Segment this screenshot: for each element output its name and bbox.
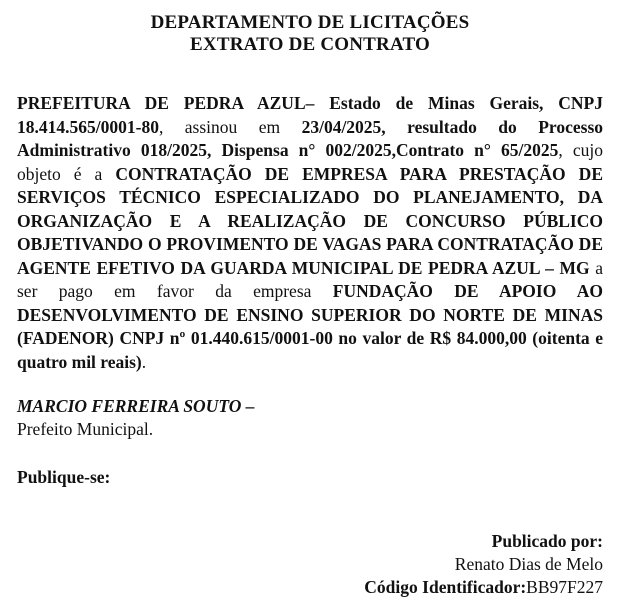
object-intro-text: , cujo objeto é a	[17, 140, 603, 184]
publication-block	[364, 530, 603, 599]
payment-intro-text: a ser pago em favor da empresa	[17, 257, 603, 301]
document-header	[17, 12, 603, 56]
entity-text: PREFEITURA DE PEDRA AZUL– Estado de Minas Gerais, CNPJ 18.414.565/0001-80	[17, 93, 603, 137]
published-by-label: Publicado por:	[491, 531, 603, 551]
extract-paragraph	[17, 92, 603, 374]
identifier-line	[364, 576, 603, 599]
identifier-code: BB97F227	[526, 577, 603, 597]
signatory-name: MARCIO FERREIRA SOUTO –	[17, 396, 255, 416]
contractor-details: FUNDAÇÃO DE APOIO AO DESENVOLVIMENTO DE ENSINO SUPERIOR DO NORTE DE MINAS (FADENOR) CNPJ nº 01.440.615/0001-00 no valor de R$ 84.000,00 (oitenta e quatro mil reais)	[17, 281, 603, 372]
signatory-role: Prefeito Municipal.	[17, 419, 154, 439]
contract-object: CONTRATAÇÃO DE EMPRESA PARA PRESTAÇÃO DE SERVIÇOS TÉCNICO ESPECIALIZADO DO PLANEJAMENTO, DA ORGANIZAÇÃO E A REALIZAÇÃO DE CONCURSO PÚBLICO OBJETIVANDO O PROVIMENTO DE VAGAS PARA CONTRATAÇÃO DE AGENTE EFETIVO DA GUARDA MUNICIPAL DE PEDRA AZUL – MG	[17, 163, 603, 278]
publisher-name: Renato Dias de Melo	[454, 554, 603, 574]
process-details: 23/04/2025, resultado do Processo Administrativo 018/2025, Dispensa n° 002/2025,Contrato n° 65/2025	[17, 116, 603, 160]
paragraph-end: .	[141, 351, 147, 372]
signed-text: , assinou em	[158, 116, 302, 137]
department-title: DEPARTAMENTO DE LICITAÇÕES	[150, 12, 470, 33]
document-title: EXTRATO DE CONTRATO	[190, 34, 430, 55]
signature-block	[17, 395, 603, 441]
identifier-label: Código Identificador:	[364, 577, 527, 597]
publique-label: Publique-se:	[17, 467, 111, 487]
